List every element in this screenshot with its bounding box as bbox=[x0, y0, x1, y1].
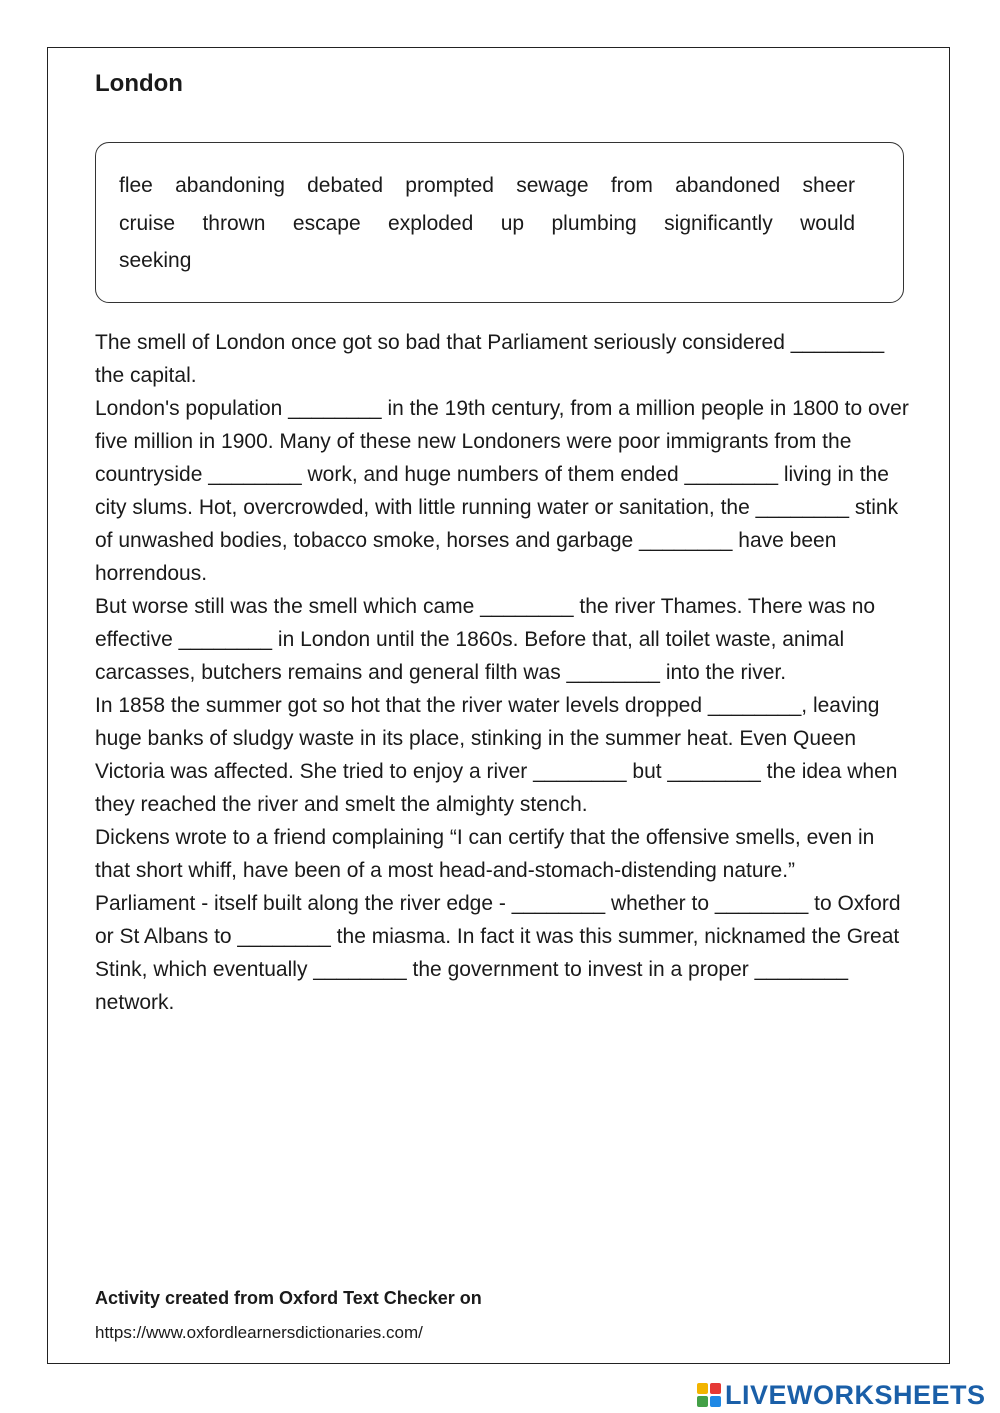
passage-paragraph: The smell of London once got so bad that Parliament seriously considered ________ the capital. bbox=[95, 331, 885, 387]
word-bank-item: cruise bbox=[119, 211, 176, 235]
word-bank-item: abandoned bbox=[675, 174, 781, 197]
word-bank-item: exploded bbox=[388, 211, 474, 235]
word-bank-item: abandoning bbox=[175, 174, 285, 197]
word-bank-item: from bbox=[610, 174, 653, 197]
logo-square bbox=[697, 1383, 708, 1394]
word-bank-item: thrown bbox=[202, 211, 266, 235]
passage-paragraph: In 1858 the summer got so hot that the river water levels dropped ________, leaving huge banks of sludgy waste in its place, stinking in the summer heat. Even Queen Victoria was affected. She tried to enjoy a river ________ but ________ the idea when they reached the river and smelt the almighty stench. bbox=[95, 694, 898, 816]
liveworksheets-logo-icon bbox=[697, 1383, 721, 1407]
word-bank-item: plumbing bbox=[551, 211, 637, 235]
brand-name: LIVEWORKSHEETS bbox=[725, 1379, 986, 1410]
word-bank-item: escape bbox=[292, 211, 361, 235]
word-bank-item: prompted bbox=[405, 174, 494, 197]
logo-square bbox=[710, 1383, 721, 1394]
passage-paragraph: Parliament - itself built along the river edge - ________ whether to ________ to Oxford or St Albans to ________ the miasma. In fact it was this summer, nicknamed the Great Stink, which eventually ________ the government to invest in a proper ________ network. bbox=[95, 892, 901, 1014]
word-bank-item: would bbox=[800, 211, 856, 235]
worksheet-title: London bbox=[95, 70, 183, 97]
logo-square bbox=[710, 1396, 721, 1407]
word-bank-item: sheer bbox=[802, 174, 855, 197]
word-bank-item: flee bbox=[119, 174, 153, 197]
passage bbox=[95, 326, 910, 1019]
footer-credit: Activity created from Oxford Text Checker on bbox=[95, 1288, 482, 1308]
passage-paragraph: But worse still was the smell which came ________ the river Thames. There was no effective ________ in London until the 1860s. Before that, all toilet waste, animal carcasses, butchers remains and general filth was ________ into the river. bbox=[95, 595, 876, 684]
word-bank-item: sewage bbox=[516, 174, 589, 197]
liveworksheets-brand[interactable] bbox=[697, 1380, 986, 1410]
passage-paragraph: London's population ________ in the 19th century, from a million people in 1800 to over five million in 1900. Many of these new Londoners were poor immigrants from the countryside ________ work, and huge numbers of them ended ________ living in the city slums. Hot, overcrowded, with little running water or sanitation, the ________ stink of unwashed bodies, tobacco smoke, horses and garbage ________ have been horrendous. bbox=[95, 397, 909, 585]
word-bank-item: significantly bbox=[664, 211, 773, 235]
footer-url: https://www.oxfordlearnersdictionaries.com/ bbox=[95, 1323, 423, 1342]
word-bank-item: debated bbox=[307, 174, 384, 197]
word-bank-item: up bbox=[500, 211, 525, 235]
logo-square bbox=[697, 1396, 708, 1407]
word-bank bbox=[95, 142, 904, 303]
passage-paragraph: Dickens wrote to a friend complaining “I can certify that the offensive smells, even in that short whiff, have been of a most head-and-stomach-distending nature.” bbox=[95, 826, 875, 882]
word-bank-item: seeking bbox=[119, 249, 192, 272]
